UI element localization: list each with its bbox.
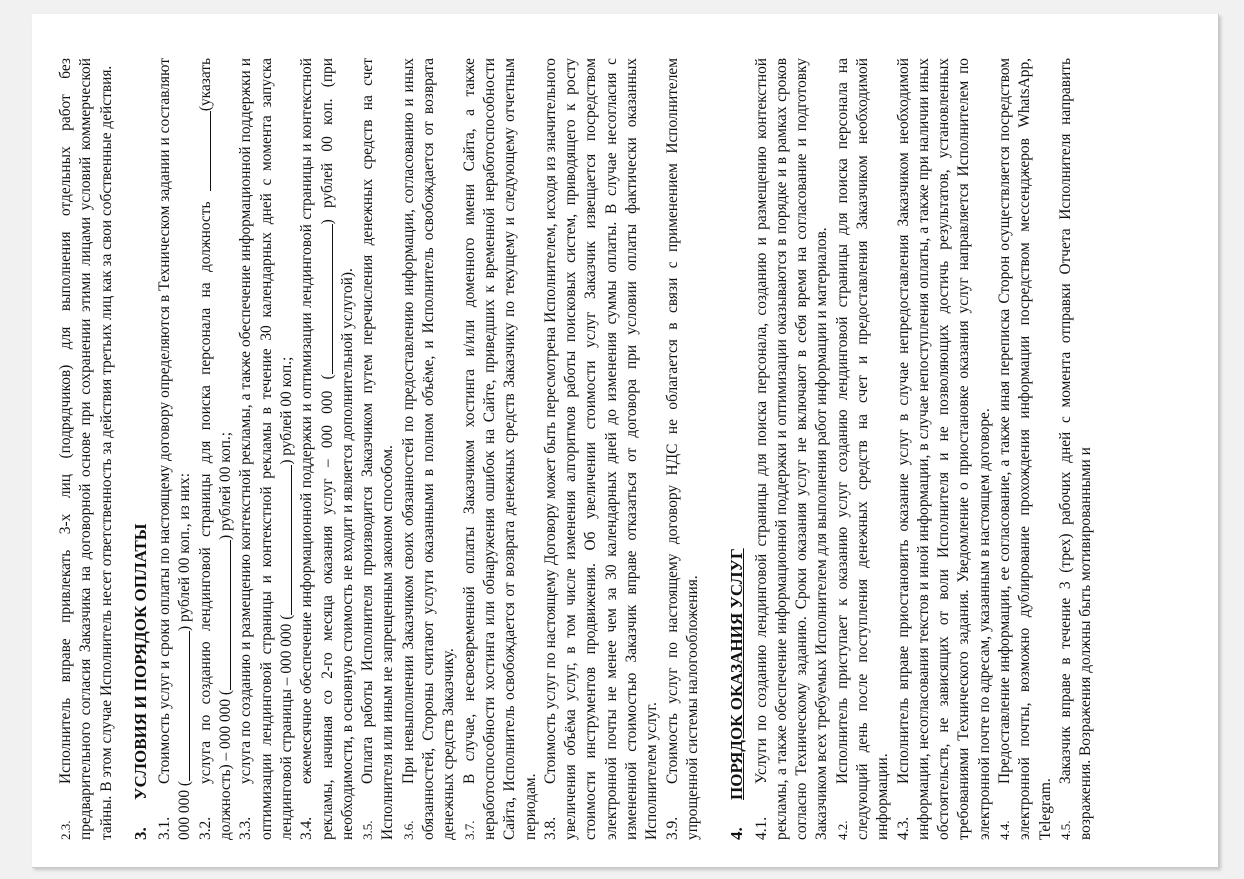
document-page	[32, 14, 1219, 868]
paragraph-number: 3.7.	[461, 820, 477, 840]
section-4-heading	[727, 58, 747, 840]
blank-field	[196, 111, 211, 191]
paragraph-3-4	[297, 58, 358, 840]
paragraph-4-5	[1056, 58, 1097, 840]
paragraph-3-9	[663, 58, 704, 840]
paragraph-number: 3.6.	[400, 820, 416, 840]
paragraph-number: 3.1.	[156, 816, 174, 840]
blank-field	[175, 631, 190, 781]
paragraph-number: 3.5.	[360, 820, 376, 840]
paragraph-text: Исполнитель приступает к оказанию услуг созданию лендинговой страницы для поиска персонала на следующий день после поступления денежных средств на счет и предоставления Заказчиком необходимой информации.	[833, 58, 892, 840]
paragraph-text: ) рублей 00 коп.;	[217, 431, 235, 540]
paragraph-3-2	[196, 58, 237, 840]
paragraph-3-7	[460, 58, 541, 840]
paragraph-text: В случае, несвоевременной оплаты Заказчиком хостинга и/или доменного имени Сайта, а также неработоспособности хостинга или обнаружения ошибок на Сайте, приведших к временной неработоспособности Сайта, Исполнитель освобождается от возврата денежных средств Заказчику по текущему и следующему отчетным периодам.	[460, 58, 539, 840]
paragraph-number: 3.9.	[663, 816, 681, 840]
paragraph-3-3	[236, 58, 297, 840]
paragraph-text: услуга по созданию лендинговой страницы для поиска персонала на должность	[196, 201, 214, 784]
paragraph-text: ) рублей 00 коп.;	[277, 356, 295, 465]
paragraph-text: Стоимость услуг по настоящему Договору может быть пересмотрена Исполнителем, исходя из значительного увеличения объёма услуг, в том числе изменения алгоритмов работы поисковых систем, приводящего к росту стоимости инструментов продвижения. Об увеличении стоимости услуг Заказчик извещается посредством электронной почты не менее чем за 30 календарных дней до изменения суммы оплаты. В случае несогласия с измененной стоимостью Заказчик вправе отказаться от договора при условии оплаты фактически оказанных Исполнителем услуг.	[541, 58, 661, 840]
paragraph-3-1	[155, 58, 196, 840]
paragraph-3-8	[541, 58, 663, 840]
paragraph-number: 4.4.	[997, 820, 1013, 840]
paragraph-text: услуга по созданию и размещению контекстной рекламы, а также обеспечение информационной поддержки и оптимизации лендинговой страницы и контекстной рекламы в течение 30 календарных дней с момента запуска лендинговой страницы – 000 000 (	[237, 58, 295, 840]
paragraph-3-6	[399, 58, 460, 840]
paragraph-4-3	[894, 58, 995, 840]
section-number: 3.	[130, 827, 150, 840]
paragraph-2-3	[56, 58, 117, 840]
paragraph-4-2	[833, 58, 894, 840]
paragraph-text: ежемесячное обеспечение информационной поддержки и оптимизации лендинговой страницы и контекстной рекламы, начиная со 2-го месяца оказания услуг – 000 000 (	[298, 58, 336, 840]
paragraph-number: 4.2.	[834, 820, 850, 840]
blank-field	[318, 224, 333, 374]
paragraph-text: Услуги по созданию лендинговой страницы для поиска персонала, созданию и размещению контекстной рекламы, а также обеспечение информационной поддержки и оптимизации оказываются в порядке и в рамках сроков согласно Техническому заданию. Сроки оказания услуг не включают в себя время на согласование и подготовку Заказчиком всех требуемых Исполнителем для выполнения работ информации и материалов.	[752, 58, 831, 840]
paragraph-text: Оплата работы Исполнителя производится Заказчиком путем перечисления денежных средств на счет Исполнителя или иным не запрещенным законом способом.	[359, 58, 397, 840]
paragraph-number: 4.1.	[752, 816, 770, 840]
paragraph-4-1	[752, 58, 833, 840]
blank-field	[216, 540, 231, 690]
paragraph-text: Стоимость услуг по настоящему договору НДС не облагается в связи с применением Исполнителем упрощенной системы налогообложения.	[663, 58, 701, 840]
paragraph-number: 3.4.	[298, 816, 316, 840]
section-title: УСЛОВИЯ И ПОРЯДОК ОПЛАТЫ	[130, 523, 150, 800]
paragraph-text: Заказчик вправе в течение 3 (трех) рабочих дней с момента отправки Отчета Исполнителя направить возражения. Возражения должны быть мотивированными и	[1056, 58, 1095, 840]
paragraph-text: ) рублей 00 коп., из них:	[176, 472, 194, 631]
section-number: 4.	[727, 827, 747, 840]
paragraph-number: 2.3.	[58, 820, 73, 840]
paragraph-number: 3.2.	[196, 816, 214, 840]
paragraph-number: 4.5.	[1057, 820, 1073, 840]
paragraph-text: Исполнитель вправе привлекать 3-х лиц (подрядчиков) для выполнения отдельных работ без предварительного согласия Заказчика на договорной основе при сохранении этими лицами условий коммерческой тайны. В этом случае Исполнитель несет ответственность за действия третьих лиц как за свои собственные действия.	[57, 58, 115, 840]
paragraph-4-4	[995, 58, 1056, 840]
paragraph-number: 3.8.	[541, 816, 559, 840]
paragraph-number: 3.3.	[237, 816, 255, 840]
paragraph-3-5	[358, 58, 399, 840]
paragraph-text: Предоставление информации, ее согласование, а также иная переписка Сторон осуществляется посредством электронной почты, возможно дублирование прохождения информации посредством мессенджеров WhatsApp, Telegram.	[996, 58, 1054, 840]
paragraph-text: Исполнитель вправе приостановить оказание услуг в случае непредоставления Заказчиком необходимой информации, несогласования текстов и иной информации, в случае непоступления оплаты, а также при наличии иных обстоятельств, не зависящих от воли Исполнителя и не позволяющих достичь результатов, установленных требованиями Технического задания. Уведомление о приостановке оказания услуг направляется Исполнителем по электронной почте по адресам, указанным в настоящем договоре.	[894, 58, 993, 840]
paragraph-number: 4.3.	[894, 816, 912, 840]
section-3-heading	[131, 58, 151, 840]
paragraph-text: При невыполнении Заказчиком своих обязанностей по предоставлению информации, согласованию и иных обязанностей, Стороны считают услуги оказанными в полном объёме, и Исполнитель освобождается от возврата денежных средств Заказчику.	[399, 58, 458, 840]
paragraph-text: (указать должность) – 000 000 (	[196, 58, 235, 840]
paragraph-text: ) рублей 00 коп. (при необходимости, в основную стоимость не входит и является дополнительной услугой).	[318, 58, 356, 840]
paragraph-text: Стоимость услуг и сроки оплаты по настоящему договору определяются в Техническом задании и составляют 000 000 (	[156, 58, 194, 840]
rotated-page-content	[56, 40, 1196, 840]
blank-field	[277, 465, 292, 615]
section-title: ПОРЯДОК ОКАЗАНИЯ УСЛУГ	[727, 548, 747, 800]
